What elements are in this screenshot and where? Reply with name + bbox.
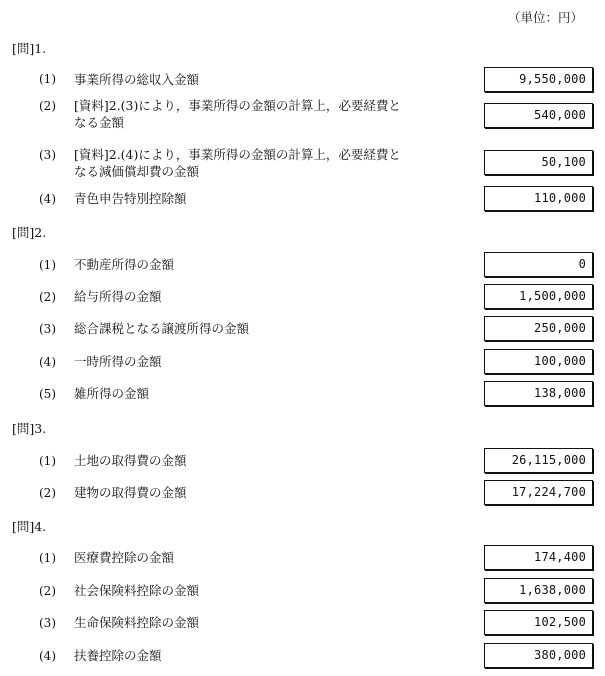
section-title: [問]2. <box>12 225 47 240</box>
row-label: 生命保険料控除の金額 <box>74 615 200 630</box>
amount-box: 0 <box>484 252 593 277</box>
amount-box: 100,000 <box>484 349 593 374</box>
amount-box: 540,000 <box>484 103 593 128</box>
row-label: 土地の取得費の金額 <box>74 453 187 468</box>
row-number: (3) <box>39 148 56 162</box>
section-title: [問]4. <box>12 519 47 534</box>
row-label-line1: [資料]2.(3)により，事業所得の金額の計算上，必要経費と <box>74 98 401 113</box>
row-label: 建物の取得費の金額 <box>74 485 187 500</box>
row-number: (4) <box>39 649 56 663</box>
row-number: (1) <box>39 551 56 565</box>
section-title: [問]1. <box>12 41 47 56</box>
amount-box: 102,500 <box>484 610 593 635</box>
row-label-line2: なる金額 <box>74 115 125 130</box>
amount-box: 50,100 <box>484 150 593 175</box>
row-number: (3) <box>39 616 56 630</box>
row-number: (4) <box>39 355 56 369</box>
amount-box: 1,638,000 <box>484 578 593 603</box>
row-label: 給与所得の金額 <box>74 289 162 304</box>
row-number: (2) <box>39 99 56 113</box>
row-label: 総合課税となる譲渡所得の金額 <box>74 321 250 336</box>
row-label: 不動産所得の金額 <box>74 257 175 272</box>
row-number: (2) <box>39 486 56 500</box>
row-number: (1) <box>39 454 56 468</box>
row-label: 扶養控除の金額 <box>74 648 162 663</box>
row-label: 医療費控除の金額 <box>74 550 175 565</box>
row-label: 雑所得の金額 <box>74 386 150 401</box>
amount-box: 380,000 <box>484 643 593 668</box>
amount-box: 174,400 <box>484 545 593 570</box>
amount-box: 138,000 <box>484 381 593 406</box>
amount-box: 26,115,000 <box>484 448 593 473</box>
row-number: (1) <box>39 258 56 272</box>
amount-box: 250,000 <box>484 316 593 341</box>
section-title: [問]3. <box>12 421 47 436</box>
row-number: (3) <box>39 322 56 336</box>
row-label-line2: なる減価償却費の金額 <box>74 164 200 179</box>
row-number: (5) <box>39 387 56 401</box>
row-label: 事業所得の総収入金額 <box>74 72 200 87</box>
amount-box: 17,224,700 <box>484 480 593 505</box>
row-number: (1) <box>39 72 56 86</box>
row-label: 社会保険料控除の金額 <box>74 583 200 598</box>
amount-box: 110,000 <box>484 186 593 211</box>
row-number: (4) <box>39 192 56 206</box>
row-label: 青色申告特別控除額 <box>74 191 187 206</box>
row-label: 一時所得の金額 <box>74 354 162 369</box>
amount-box: 9,550,000 <box>484 67 593 92</box>
row-number: (2) <box>39 290 56 304</box>
unit-label: （単位：円） <box>507 10 583 25</box>
row-label-line1: [資料]2.(4)により，事業所得の金額の計算上，必要経費と <box>74 147 401 162</box>
row-number: (2) <box>39 584 56 598</box>
amount-box: 1,500,000 <box>484 284 593 309</box>
